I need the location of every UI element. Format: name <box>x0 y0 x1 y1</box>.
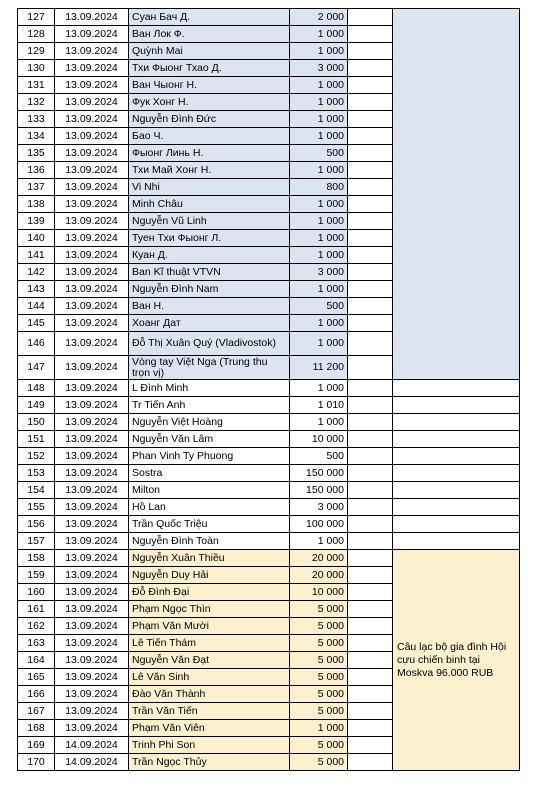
amount-cell: 5 000 <box>290 635 348 652</box>
name-cell: Nguyễn Đình Nam <box>129 281 290 298</box>
date-cell: 13.09.2024 <box>55 482 129 499</box>
amount-cell: 20 000 <box>290 550 348 567</box>
amount-cell: 5 000 <box>290 618 348 635</box>
amount-cell: 1 000 <box>290 533 348 550</box>
table-row <box>18 482 520 499</box>
date-cell: 13.09.2024 <box>55 720 129 737</box>
row-number-cell: 135 <box>18 145 55 162</box>
row-number-cell: 144 <box>18 298 55 315</box>
empty-cell <box>348 43 393 60</box>
row-number-cell: 133 <box>18 111 55 128</box>
row-number-cell: 138 <box>18 196 55 213</box>
row-number-cell: 131 <box>18 77 55 94</box>
name-cell: L Đình Minh <box>129 380 290 397</box>
date-cell: 13.09.2024 <box>55 414 129 431</box>
name-cell: Nguyễn Duy Hải <box>129 567 290 584</box>
date-cell: 13.09.2024 <box>55 584 129 601</box>
date-cell: 13.09.2024 <box>55 9 129 26</box>
table-row <box>18 9 520 26</box>
amount-cell: 1 000 <box>290 247 348 264</box>
date-cell: 13.09.2024 <box>55 179 129 196</box>
row-number-cell: 141 <box>18 247 55 264</box>
amount-cell: 5 000 <box>290 754 348 771</box>
name-cell: Phạm Văn Mười <box>129 618 290 635</box>
empty-cell <box>348 618 393 635</box>
date-cell: 13.09.2024 <box>55 162 129 179</box>
amount-cell: 1 000 <box>290 196 348 213</box>
empty-cell <box>393 397 520 414</box>
name-cell: Тхи Май Хонг Н. <box>129 162 290 179</box>
name-cell: Hồ Lan <box>129 499 290 516</box>
date-cell: 13.09.2024 <box>55 533 129 550</box>
row-number-cell: 129 <box>18 43 55 60</box>
amount-cell: 1 000 <box>290 128 348 145</box>
empty-cell <box>348 356 393 380</box>
amount-cell: 500 <box>290 298 348 315</box>
date-cell: 13.09.2024 <box>55 567 129 584</box>
empty-cell <box>393 465 520 482</box>
amount-cell: 1 000 <box>290 720 348 737</box>
empty-cell <box>348 264 393 281</box>
row-number-cell: 150 <box>18 414 55 431</box>
amount-cell: 100 000 <box>290 516 348 533</box>
date-cell: 13.09.2024 <box>55 26 129 43</box>
row-number-cell: 142 <box>18 264 55 281</box>
name-cell: Quỳnh Mai <box>129 43 290 60</box>
amount-cell: 1 000 <box>290 230 348 247</box>
date-cell: 13.09.2024 <box>55 332 129 356</box>
date-cell: 13.09.2024 <box>55 618 129 635</box>
row-number-cell: 152 <box>18 448 55 465</box>
row-number-cell: 161 <box>18 601 55 618</box>
table-row <box>18 533 520 550</box>
date-cell: 13.09.2024 <box>55 601 129 618</box>
name-cell: Milton <box>129 482 290 499</box>
row-number-cell: 139 <box>18 213 55 230</box>
date-cell: 13.09.2024 <box>55 431 129 448</box>
row-number-cell: 168 <box>18 720 55 737</box>
name-cell: Хоанг Дат <box>129 315 290 332</box>
row-number-cell: 146 <box>18 332 55 356</box>
name-cell: Trần Ngọc Thủy <box>129 754 290 771</box>
empty-cell <box>348 669 393 686</box>
empty-cell <box>348 298 393 315</box>
name-cell: Фыонг Линь Н. <box>129 145 290 162</box>
empty-cell <box>348 431 393 448</box>
name-cell: Nguyễn Đình Đức <box>129 111 290 128</box>
date-cell: 13.09.2024 <box>55 315 129 332</box>
date-cell: 13.09.2024 <box>55 60 129 77</box>
date-cell: 13.09.2024 <box>55 686 129 703</box>
amount-cell: 5 000 <box>290 686 348 703</box>
date-cell: 13.09.2024 <box>55 499 129 516</box>
row-number-cell: 165 <box>18 669 55 686</box>
date-cell: 14.09.2024 <box>55 737 129 754</box>
empty-cell <box>348 111 393 128</box>
row-number-cell: 143 <box>18 281 55 298</box>
table-row <box>18 465 520 482</box>
empty-cell <box>348 145 393 162</box>
amount-cell: 1 000 <box>290 414 348 431</box>
row-number-cell: 169 <box>18 737 55 754</box>
row-number-cell: 153 <box>18 465 55 482</box>
name-cell: Куан Д. <box>129 247 290 264</box>
amount-cell: 5 000 <box>290 703 348 720</box>
empty-cell <box>348 9 393 26</box>
amount-cell: 1 000 <box>290 315 348 332</box>
date-cell: 13.09.2024 <box>55 111 129 128</box>
empty-cell <box>393 499 520 516</box>
amount-cell: 800 <box>290 179 348 196</box>
name-cell: Vi Nhi <box>129 179 290 196</box>
name-cell: Trinh Phi Son <box>129 737 290 754</box>
name-cell: Nguyễn Vũ Linh <box>129 213 290 230</box>
table-row <box>18 448 520 465</box>
date-cell: 13.09.2024 <box>55 465 129 482</box>
name-cell: Ван Н. <box>129 298 290 315</box>
name-cell: Ван Лок Ф. <box>129 26 290 43</box>
amount-cell: 3 000 <box>290 499 348 516</box>
date-cell: 13.09.2024 <box>55 380 129 397</box>
date-cell: 13.09.2024 <box>55 43 129 60</box>
date-cell: 13.09.2024 <box>55 247 129 264</box>
empty-cell <box>348 128 393 145</box>
name-cell: Tr Tiến Anh <box>129 397 290 414</box>
date-cell: 13.09.2024 <box>55 230 129 247</box>
amount-cell: 5 000 <box>290 652 348 669</box>
date-cell: 13.09.2024 <box>55 128 129 145</box>
empty-cell <box>348 332 393 356</box>
row-number-cell: 151 <box>18 431 55 448</box>
name-cell: Đào Văn Thành <box>129 686 290 703</box>
date-cell: 13.09.2024 <box>55 356 129 380</box>
empty-cell <box>348 281 393 298</box>
empty-cell <box>348 60 393 77</box>
row-number-cell: 170 <box>18 754 55 771</box>
row-number-cell: 156 <box>18 516 55 533</box>
date-cell: 13.09.2024 <box>55 550 129 567</box>
amount-cell: 1 000 <box>290 43 348 60</box>
empty-cell <box>348 465 393 482</box>
name-cell: Sostra <box>129 465 290 482</box>
amount-cell: 1 000 <box>290 77 348 94</box>
date-cell: 13.09.2024 <box>55 516 129 533</box>
date-cell: 13.09.2024 <box>55 652 129 669</box>
amount-cell: 1 000 <box>290 281 348 298</box>
name-cell: Lê Văn Sinh <box>129 669 290 686</box>
empty-cell <box>348 516 393 533</box>
empty-cell <box>348 397 393 414</box>
blue-group-note-cell <box>393 9 520 380</box>
name-cell: Đỗ Đình Đại <box>129 584 290 601</box>
amount-cell: 1 000 <box>290 332 348 356</box>
empty-cell <box>348 550 393 567</box>
empty-cell <box>348 533 393 550</box>
amount-cell: 500 <box>290 448 348 465</box>
name-cell: Đỗ Thị Xuân Quý (Vladivostok) <box>129 332 290 356</box>
empty-cell <box>348 584 393 601</box>
name-cell: Туен Тхи Фыонг Л. <box>129 230 290 247</box>
date-cell: 13.09.2024 <box>55 145 129 162</box>
amount-cell: 3 000 <box>290 60 348 77</box>
table-row <box>18 499 520 516</box>
amount-cell: 500 <box>290 145 348 162</box>
date-cell: 13.09.2024 <box>55 669 129 686</box>
empty-cell <box>348 77 393 94</box>
row-number-cell: 148 <box>18 380 55 397</box>
empty-cell <box>348 247 393 264</box>
empty-cell <box>348 315 393 332</box>
empty-cell <box>348 686 393 703</box>
empty-cell <box>348 213 393 230</box>
amount-cell: 3 000 <box>290 264 348 281</box>
amount-cell: 1 000 <box>290 94 348 111</box>
empty-cell <box>348 179 393 196</box>
amount-cell: 1 010 <box>290 397 348 414</box>
date-cell: 13.09.2024 <box>55 448 129 465</box>
date-cell: 13.09.2024 <box>55 281 129 298</box>
name-cell: Фук Хонг Н. <box>129 94 290 111</box>
empty-cell <box>348 482 393 499</box>
name-cell: Phạm Ngọc Thìn <box>129 601 290 618</box>
empty-cell <box>348 754 393 771</box>
name-cell: Phạm Văn Viên <box>129 720 290 737</box>
date-cell: 13.09.2024 <box>55 397 129 414</box>
empty-cell <box>393 414 520 431</box>
amount-cell: 5 000 <box>290 669 348 686</box>
name-cell: Phan Vinh Ty Phuong <box>129 448 290 465</box>
amount-cell: 5 000 <box>290 737 348 754</box>
empty-cell <box>393 380 520 397</box>
empty-cell <box>348 162 393 179</box>
empty-cell <box>348 567 393 584</box>
row-number-cell: 137 <box>18 179 55 196</box>
date-cell: 13.09.2024 <box>55 94 129 111</box>
name-cell: Nguyễn Văn Đạt <box>129 652 290 669</box>
date-cell: 13.09.2024 <box>55 635 129 652</box>
name-cell: Nguyễn Đình Toàn <box>129 533 290 550</box>
amount-cell: 1 000 <box>290 213 348 230</box>
row-number-cell: 167 <box>18 703 55 720</box>
empty-cell <box>348 635 393 652</box>
amount-cell: 20 000 <box>290 567 348 584</box>
name-cell: Ван Чыонг Н. <box>129 77 290 94</box>
empty-cell <box>348 94 393 111</box>
row-number-cell: 136 <box>18 162 55 179</box>
date-cell: 13.09.2024 <box>55 703 129 720</box>
name-cell: Nguyễn Việt Hoàng <box>129 414 290 431</box>
row-number-cell: 132 <box>18 94 55 111</box>
row-number-cell: 160 <box>18 584 55 601</box>
amount-cell: 1 000 <box>290 380 348 397</box>
row-number-cell: 164 <box>18 652 55 669</box>
amount-cell: 11 200 <box>290 356 348 380</box>
amount-cell: 1 000 <box>290 111 348 128</box>
empty-cell <box>393 533 520 550</box>
empty-cell <box>393 431 520 448</box>
amount-cell: 150 000 <box>290 482 348 499</box>
row-number-cell: 163 <box>18 635 55 652</box>
empty-cell <box>348 737 393 754</box>
empty-cell <box>348 703 393 720</box>
name-cell: Ban Kĩ thuật VTVN <box>129 264 290 281</box>
table-row <box>18 414 520 431</box>
table-row <box>18 516 520 533</box>
empty-cell <box>348 448 393 465</box>
row-number-cell: 127 <box>18 9 55 26</box>
empty-cell <box>348 499 393 516</box>
amount-cell: 1 000 <box>290 162 348 179</box>
row-number-cell: 128 <box>18 26 55 43</box>
empty-cell <box>393 516 520 533</box>
row-number-cell: 147 <box>18 356 55 380</box>
table-row <box>18 550 520 567</box>
empty-cell <box>348 196 393 213</box>
amount-cell: 10 000 <box>290 584 348 601</box>
empty-cell <box>393 448 520 465</box>
empty-cell <box>348 720 393 737</box>
amount-cell: 10 000 <box>290 431 348 448</box>
row-number-cell: 154 <box>18 482 55 499</box>
row-number-cell: 145 <box>18 315 55 332</box>
empty-cell <box>348 26 393 43</box>
name-cell: Бао Ч. <box>129 128 290 145</box>
table-row <box>18 397 520 414</box>
row-number-cell: 149 <box>18 397 55 414</box>
name-cell: Trần Văn Tiến <box>129 703 290 720</box>
row-number-cell: 140 <box>18 230 55 247</box>
yellow-group-note-cell: Câu lạc bộ gia đình Hội cựu chiến binh tại Moskva 96.000 RUB <box>393 550 520 771</box>
name-cell: Vòng tay Việt Nga (Trung thu trọn vị) <box>129 356 290 380</box>
row-number-cell: 158 <box>18 550 55 567</box>
table-row <box>18 431 520 448</box>
empty-cell <box>348 601 393 618</box>
empty-cell <box>348 414 393 431</box>
donations-table <box>17 8 520 771</box>
empty-cell <box>348 230 393 247</box>
name-cell: Тхи Фыонг Тхао Д. <box>129 60 290 77</box>
name-cell: Lê Tiến Thám <box>129 635 290 652</box>
name-cell: Nguyễn Văn Lâm <box>129 431 290 448</box>
row-number-cell: 155 <box>18 499 55 516</box>
row-number-cell: 157 <box>18 533 55 550</box>
date-cell: 13.09.2024 <box>55 264 129 281</box>
name-cell: Nguyễn Xuân Thiều <box>129 550 290 567</box>
amount-cell: 150 000 <box>290 465 348 482</box>
date-cell: 13.09.2024 <box>55 298 129 315</box>
row-number-cell: 166 <box>18 686 55 703</box>
date-cell: 13.09.2024 <box>55 196 129 213</box>
row-number-cell: 162 <box>18 618 55 635</box>
name-cell: Суан Бач Д. <box>129 9 290 26</box>
empty-cell <box>393 482 520 499</box>
donations-table-body <box>18 9 520 771</box>
amount-cell: 2 000 <box>290 9 348 26</box>
row-number-cell: 159 <box>18 567 55 584</box>
row-number-cell: 130 <box>18 60 55 77</box>
row-number-cell: 134 <box>18 128 55 145</box>
amount-cell: 1 000 <box>290 26 348 43</box>
table-row <box>18 380 520 397</box>
name-cell: Trần Quốc Triệu <box>129 516 290 533</box>
amount-cell: 5 000 <box>290 601 348 618</box>
empty-cell <box>348 652 393 669</box>
date-cell: 13.09.2024 <box>55 213 129 230</box>
date-cell: 14.09.2024 <box>55 754 129 771</box>
name-cell: Minh Châu <box>129 196 290 213</box>
empty-cell <box>348 380 393 397</box>
date-cell: 13.09.2024 <box>55 77 129 94</box>
